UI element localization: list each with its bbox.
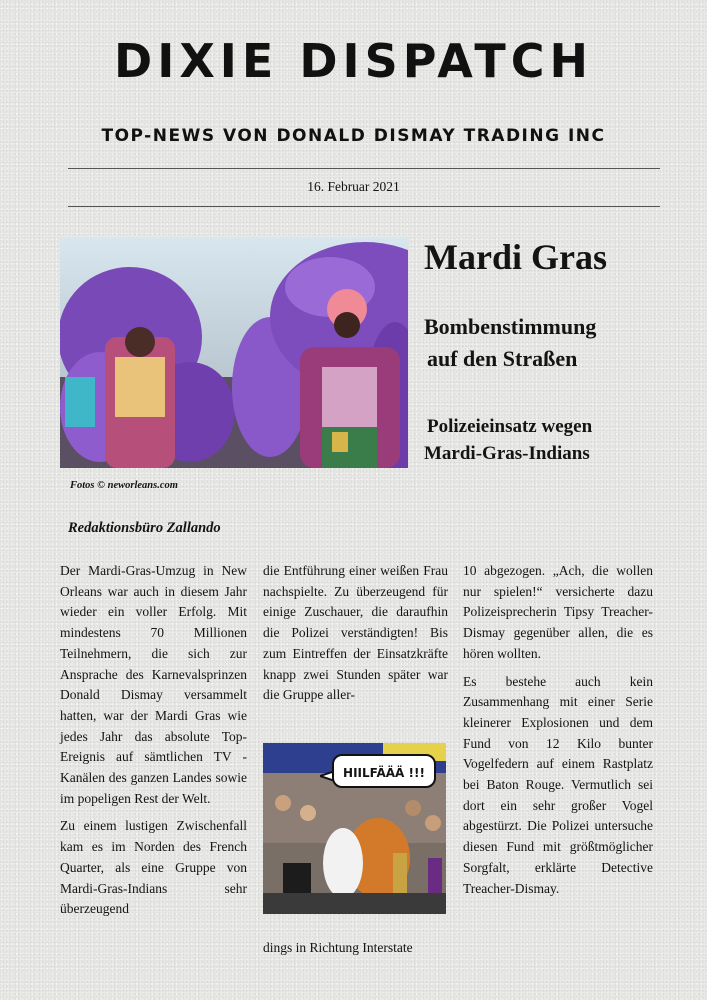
article-paragraph: Zu einem lustigen Zwischenfall kam es im Norden des French Quarter, als eine Gruppe von Mardi-Gras-Indians sehr überzeugend [60,818,247,917]
subheadline-1-line-1: Bombenstimmung [424,314,597,339]
top-rule [68,168,660,169]
article-column-1 [60,561,247,927]
photo-credit: Fotos © neworleans.com [70,480,178,491]
subheadline-1 [424,311,596,375]
editorial-office: Redaktionsbüro Zallando [68,520,221,536]
newspaper-tagline: TOP-NEWS VON DONALD DISMAY TRADING INC [101,126,606,146]
article-paragraph: 10 abgezogen. „Ach, die wollen nur spielen!“ versicherte dazu Polizeisprecherin Tipsy Treacher-Dismay gegenüber allen, die es hören wollten. [463,563,653,661]
article-column-2 [263,561,448,713]
headline: Mardi Gras [424,237,607,277]
article-column-3 [463,561,653,906]
hero-photo [60,237,408,468]
article-paragraph: Es bestehe auch kein Zusammenhang mit einer Serie kleinerer Explosionen und dem Fund von 12 Kilo bunter Vogelfedern auf einem Rastplatz bei Baton Rouge. Vermutlich sei dort ein sehr großer Vogel abgestürzt. Die Polizei untersuche diesen Fund mit größtmöglicher Sorgfalt, erklärte Detective Treacher-Dismay. [463,673,653,896]
article-paragraph: die Entführung einer weißen Frau nachspielte. Zu überzeugend für einige Zuschauer, die daraufhin die Polizei verständigten! Bis zum Eintreffen der Einsatzkräfte knapp zwei Stunden später war die Gruppe aller- [263,563,448,703]
newspaper-title: DIXIE DISPATCH [114,34,593,88]
article-column-2-continuation: dings in Richtung Interstate [263,940,413,955]
subheadline-2-line-1: Polizeieinsatz wegen [427,416,593,437]
bottom-rule [68,206,660,207]
issue-date: 16. Februar 2021 [307,179,400,194]
subheadline-2 [424,413,593,467]
article-paragraph: Der Mardi-Gras-Umzug in New Orleans war auch in diesem Jahr wieder ein voller Erfolg. Mit mindestens 70 Millionen Teilnehmern, die sich zur Ansprache des Karnevalsprinzen Donald Dismay versammelt hatten, war der Mardi Gras wie jedes Jahr das absolute Top-Ereignis auf sämtlichen TV -Kanälen des ganzen Landes sowie im popeligen Rest der Welt. [60,563,247,806]
subheadline-1-line-2: auf den Straßen [427,346,578,371]
speech-bubble: HIILFÄÄÄ !!! [332,754,436,788]
subheadline-2-line-2: Mardi-Gras-Indians [424,443,590,464]
